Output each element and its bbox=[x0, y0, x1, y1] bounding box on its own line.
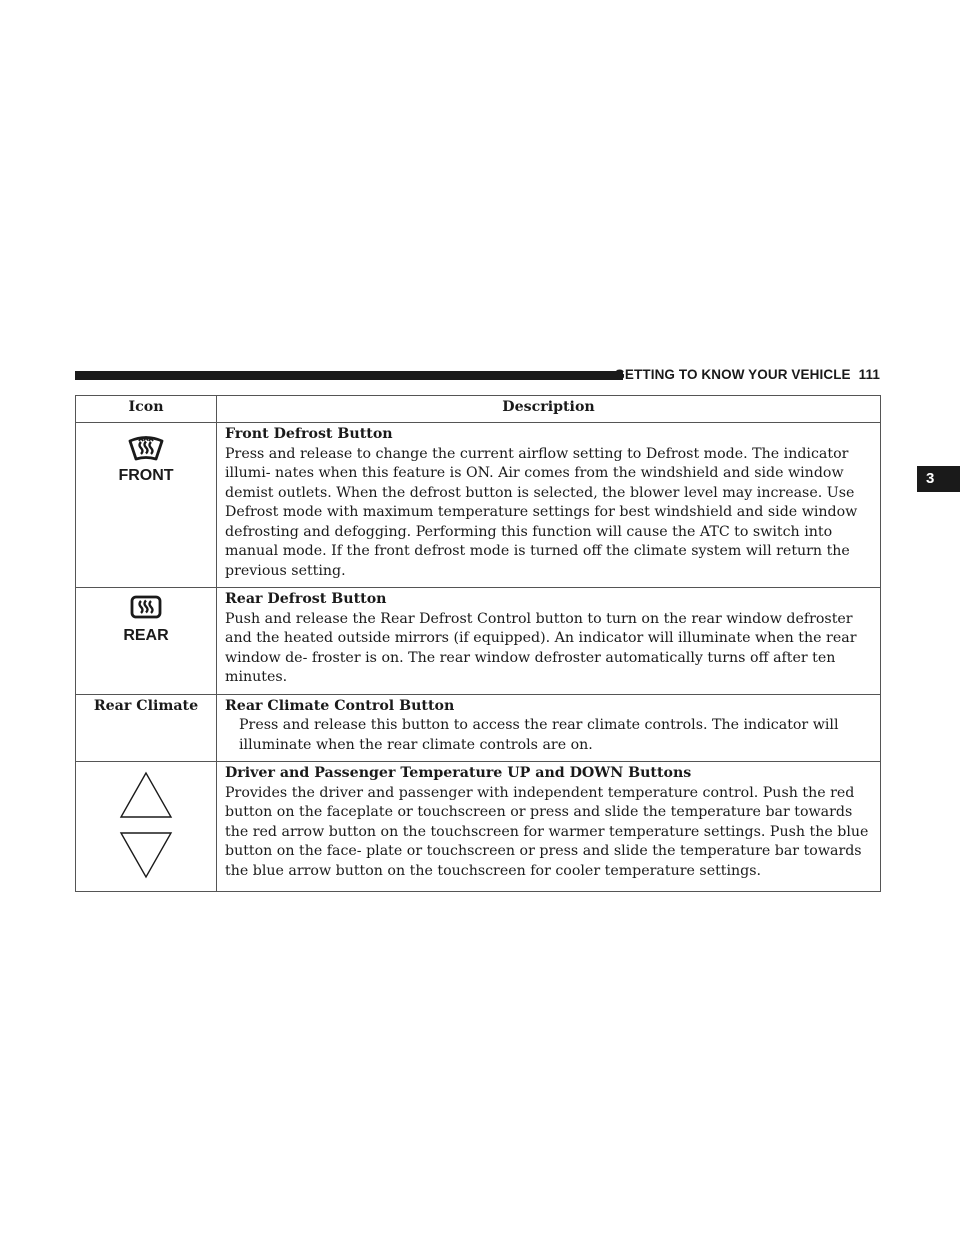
rear-defrost-icon bbox=[111, 592, 181, 648]
table-row bbox=[76, 694, 881, 762]
description-cell bbox=[217, 762, 881, 892]
item-description: Provides the driver and passenger with independent temperature control. Push the red button on the faceplate or touchscreen or press and slide the temperature bar towards the red arrow button on the touchscreen for warmer temperature settings. Push the blue button on the face- plate or touchscreen or press and slide the temperature bar towards the blue arrow button on the touchscreen for cooler temperature settings. bbox=[225, 784, 869, 879]
front-icon-label: FRONT bbox=[118, 467, 174, 484]
header-text bbox=[614, 367, 880, 382]
item-title: Rear Climate Control Button bbox=[225, 697, 455, 714]
header-rule bbox=[75, 371, 623, 380]
description-column-header: Description bbox=[217, 396, 881, 423]
temperature-up-icon bbox=[121, 773, 171, 817]
temperature-down-icon bbox=[121, 833, 171, 877]
front-defrost-icon bbox=[111, 429, 181, 489]
description-cell bbox=[217, 588, 881, 695]
item-title: Rear Defrost Button bbox=[225, 591, 387, 607]
page-header bbox=[75, 367, 880, 385]
item-description: Push and release the Rear Defrost Control button to turn on the rear window defroster and the heated outside mirrors (if equipped). An indicator will illuminate when the rear window de- froster is on. The rear window defroster automatically turns off after ten minutes. bbox=[225, 610, 857, 685]
icon-cell bbox=[76, 762, 217, 892]
icon-column-header: Icon bbox=[76, 396, 217, 423]
item-title: Front Defrost Button bbox=[225, 426, 393, 442]
table-row bbox=[76, 588, 881, 695]
table-header-row bbox=[76, 396, 881, 423]
icon-cell bbox=[76, 423, 217, 588]
item-description: Press and release to change the current airflow setting to Defrost mode. The indicator illumi- nates when this feature is ON. Air comes from the windshield and side window demist outlets. When the defrost button is selected, the blower level may increase. Use Defrost mode with maximum temperature settings for best windshield and side window defrosting and defogging. Performing this function will cause the ATC to switch into manual mode. If the front defrost mode is turned off the climate system will return the previous setting. bbox=[225, 445, 858, 579]
table-row bbox=[76, 423, 881, 588]
climate-controls-table bbox=[75, 395, 881, 892]
chapter-tab: 3 bbox=[917, 466, 960, 492]
icon-text-cell: Rear Climate bbox=[76, 694, 217, 762]
description-cell bbox=[217, 694, 881, 762]
table-row bbox=[76, 762, 881, 892]
rear-icon-label: REAR bbox=[123, 627, 169, 644]
item-description: Press and release this button to access the rear climate controls. The indicator will illuminate when the rear climate controls are on. bbox=[239, 717, 839, 753]
temperature-up-down-icon bbox=[111, 765, 181, 885]
icon-cell bbox=[76, 588, 217, 695]
page-number: 111 bbox=[858, 367, 880, 382]
item-title: Driver and Passenger Temperature UP and DOWN Buttons bbox=[225, 765, 692, 781]
description-cell bbox=[217, 423, 881, 588]
section-title: GETTING TO KNOW YOUR VEHICLE bbox=[614, 367, 851, 382]
